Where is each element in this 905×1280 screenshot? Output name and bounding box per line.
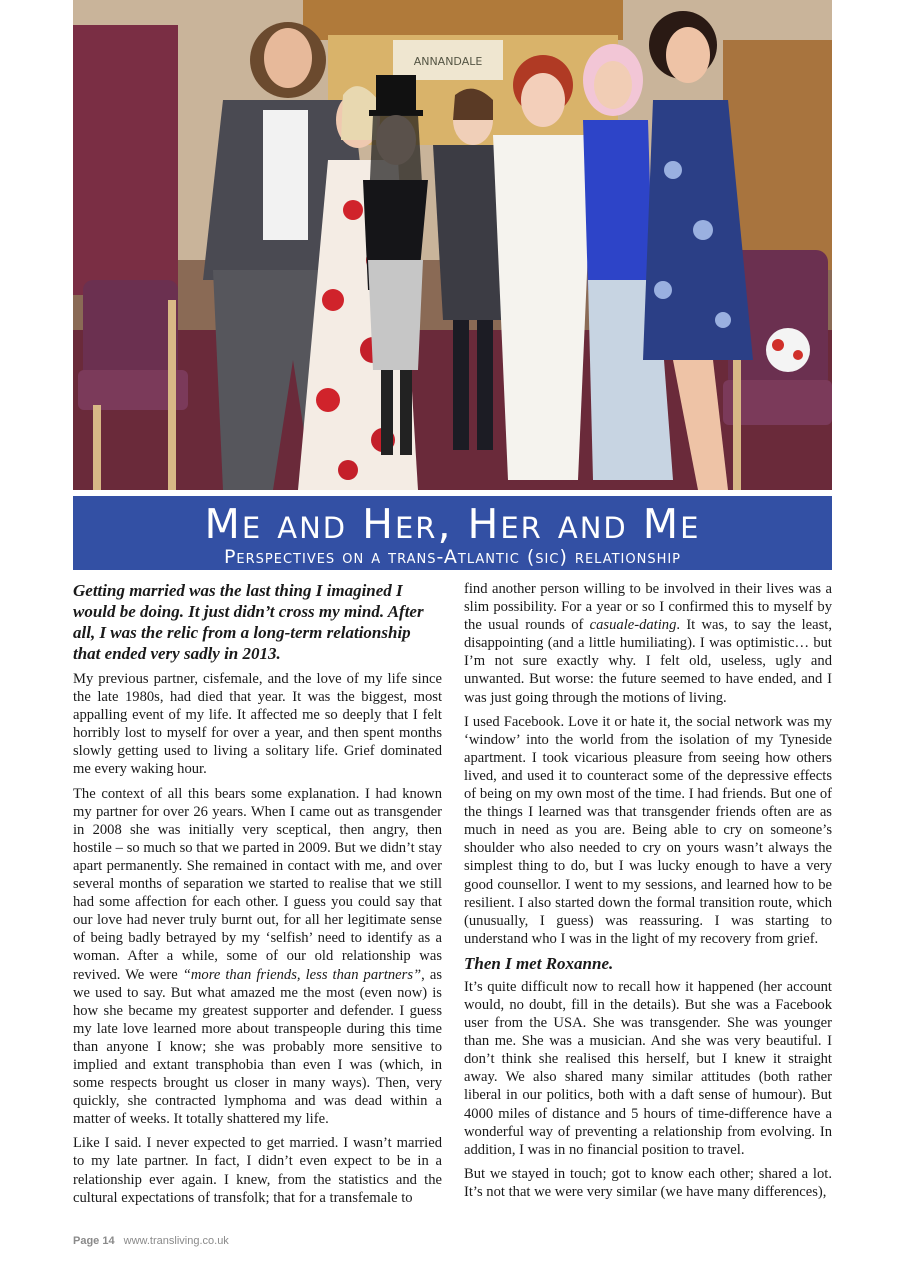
article-subtitle: Perspectives on a trans-Atlantic (sic) relationship [223,546,682,568]
paragraph-2-quote: “more than friends, less than partners” [182,966,422,983]
page-footer [73,1235,229,1247]
paragraph-1: My previous partner, cisfemale, and the love of my life since the late 1980s, had died that year. It was the biggest, most appalling event of my life. It affected me so deeply that I felt horribly lost to myself for over a year, and then spent months slowly getting used to living a solitary life. Grief dominated me every waking hour. [73,671,442,778]
section-subhead: Then I met Roxanne. [464,953,614,973]
group-photo [73,0,832,490]
lead-paragraph: Getting married was the last thing I imagined I would be doing. It just didn’t cross my mind. After all, I was the relic from a long-term relationship that ended very sadly in 2013. [73,581,424,663]
paragraph-4-emphasis: casuale-dating [589,617,677,634]
paragraph-7: But we stayed in touch; got to know each other; shared a lot. It’s not that we were very similar (we have many differences), [464,1165,832,1200]
title-banner [73,496,832,570]
group-photo-illustration [73,0,832,490]
room-sign: ANNANDALE [413,55,483,68]
paragraph-2-part-b: , as we used to say. But what amazed me the most (even now) is how she became my greatest supporter and defender. I guess my late love learned more about transpeople during this time than anyone I know; she was probably more sensitive to implied and extant transphobia than even I was (which, in some respects brought us closer in many ways). Then, very quickly, she contracted lymphoma and was dead within a matter of weeks. It totally shattered my life. [73,966,442,1128]
paragraph-4-part-b: . It was, to say the least, disappointing (and a little humiliating). I was optimistic… but I’m not sure exactly why. I felt old, useless, ugly and unwanted. But worse: the future seemed to have ended, and I was just going through the motions of living. [464,617,832,706]
footer-url[interactable]: www.transliving.co.uk [123,1235,229,1247]
paragraph-2 [73,785,442,1129]
paragraph-4-part-a: find another person willing to be involved in their lives was a slim possibility. For a year or so I confirmed this to myself by the usual rounds of [464,581,832,634]
paragraph-6: It’s quite difficult now to recall how it happened (her account would, no doubt, fill in the details). But she was a Facebook user from the USA. She was transgender. She was younger than me. She was a musician. And she was very beautiful. I don’t think she realised this herself, but I knew it straight away. We also shared many similar attitudes (both rather liberal in our politics, both with a daft sense of humour). But 4000 miles of distance and 5 hours of time-difference have a wonderful way of preventing a relationship from evolving. In addition, I was in no financial position to travel. [464,978,832,1158]
right-column [464,580,832,1207]
article-title: Me and Her, Her and Me [204,500,701,548]
paragraph-3: Like I said. I never expected to get married. I wasn’t married to my late partner. In fact, I didn’t even expect to be in a relationship ever again. I knew, from the statistics and the cultural expectations of transfolk; that for a transfemale to [73,1135,442,1206]
paragraph-5: I used Facebook. Love it or hate it, the social network was my ‘window’ into the world from the isolation of my Tyneside apartment. I took vicarious pleasure from seeing how others lived, and used it to counteract some of the depressive effects of being on my own most of the time. I had friends. But one of the things I learned was that transgender friends often are as much in need as you are. Being able to cry on someone’s shoulder who also needed to cry on yours wasn’t always the simplest thing to do, but I was lucky enough to have a very good counsellor. I went to my sessions, and learned how to be resilient. I also started down the formal transition route, which (unusually, I guess) was reassuring. I was starting to understand who I was in the light of my recovery from grief. [464,713,832,947]
paragraph-2-part-a: The context of all this bears some explanation. I had known my partner for over 26 years. When I came out as transgender in 2008 she was initially very sceptical, then angry, then hostile – so much so that we parted in 2009. But we didn’t stay apart permanently. She remained in contact with me, and over several months of separation we started to realise that we still had some affection for each other. I guess you could say that our love had never truly burnt out, for all her legitimate sense of being badly betrayed by my ‘selfish’ need to identify as a woman. After a while, some of our old relationship was revived. We were [73,785,442,983]
left-column [73,580,442,1213]
paragraph-4 [464,580,832,707]
page-number: Page 14 [73,1235,115,1247]
